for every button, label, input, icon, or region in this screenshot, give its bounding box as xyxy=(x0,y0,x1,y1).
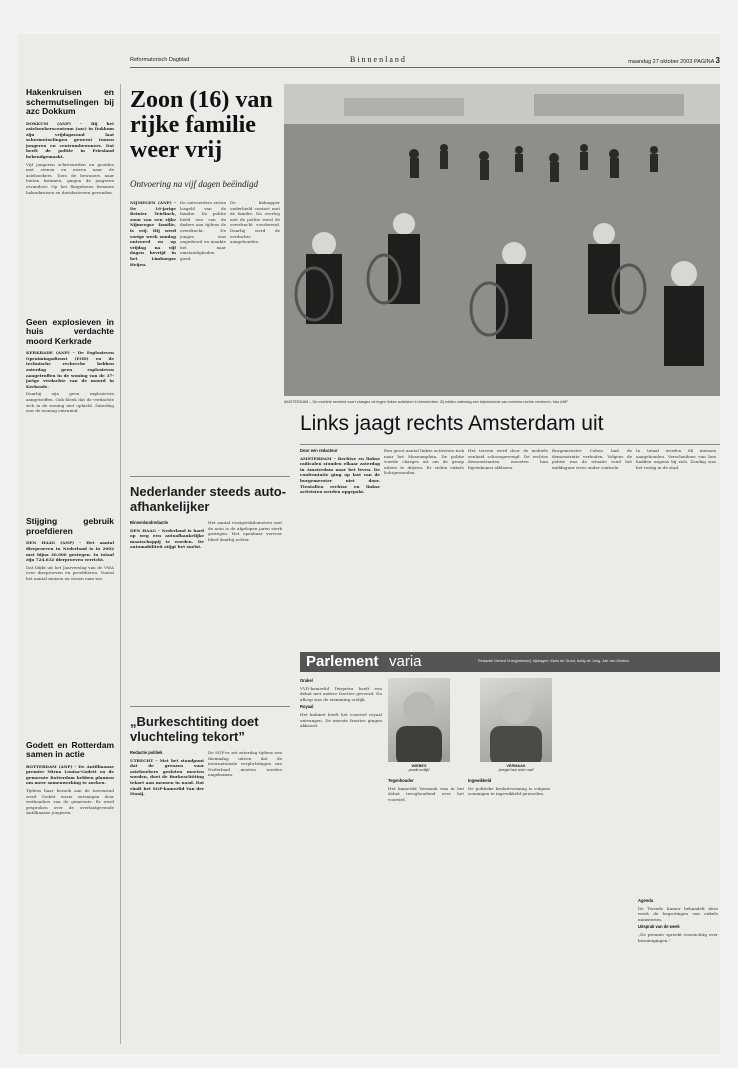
vermaak-name: VERMAAK xyxy=(506,764,526,768)
parlement-item-text: De politieke besluitvorming is volgens sommigen te ingewikkeld geworden. xyxy=(468,785,550,797)
links-col-4-text: Burgemeester Cohen had de demonstratie verboden. Volgens de politie was de situatie rond het middaguur weer onder controle. xyxy=(552,448,632,470)
burgerschap-col-1 xyxy=(130,750,204,1040)
links-col-3 xyxy=(468,448,548,644)
article-body: Daarbij zijn geen explosieven aangetroffen. Ook bleek dat de verdachte zich in de woning niet ophield. Zaterdag was de woning ontruimd. xyxy=(26,391,114,414)
person-icon xyxy=(480,678,552,762)
column-divider xyxy=(120,84,121,1044)
links-col-2-text: Een groot aantal linkse activisten trok naar het Museumplein. De politie voerde charges uit om de groep uiteen te drijven. Er vielen enkele lichtgewonden. xyxy=(384,448,464,476)
parlement-item-title: Ingewikkeld xyxy=(468,778,492,783)
parlement-col-4 xyxy=(556,678,632,1048)
parlement-item-text: Het kabinet heeft het voorstel royaal ontvangen. De meeste fracties gingen akkoord. xyxy=(300,711,382,729)
article-headline: Godett en Rotterdam samen in actie xyxy=(26,739,114,760)
burgerschap-col-2 xyxy=(208,750,282,1040)
vermaak-sub: „kregel hen over rust“ xyxy=(497,768,535,772)
parlement-item-title: Orakel xyxy=(300,678,313,683)
links-col-4 xyxy=(552,448,632,644)
parlement-col-2 xyxy=(388,778,464,1048)
riot-police-photo xyxy=(284,84,720,396)
photo-caption: AMSTERDAM – De mobiele eenheid voert charges uit tegen linkse activisten in Amsterdam. Zij wilden zaterdag een bijeenkomst van extreem-rechts verstoren. foto ANP xyxy=(284,400,568,404)
main-subhead: Ontvoering na vijf dagen beëindigd xyxy=(130,179,258,189)
links-col-5 xyxy=(636,448,716,644)
wiebes-sub: „wordt vrolijk“ xyxy=(407,768,431,772)
wiebes-portrait xyxy=(388,678,450,762)
parlementvaria-banner xyxy=(300,652,720,672)
person-icon xyxy=(388,678,450,762)
parlement-title-bold: Parlement xyxy=(306,653,379,670)
links-rule xyxy=(300,444,720,445)
wiebes-caption xyxy=(394,764,444,772)
main-col-3 xyxy=(230,200,280,470)
article-lede: KERKRADE (ANP) – De Explosieven Opruimingsdienst (EOD) en de technische recherche hebben zaterdag geen explosieven aangetroffen in de woning van de 37-jarige verdachte van de moord in Kerkrade. xyxy=(26,350,114,389)
parlement-col-3 xyxy=(468,778,550,1048)
article-headline: Stijging gebruik proefdieren xyxy=(26,516,114,536)
links-col-3-text: Het terrein werd door de mobiele eenheid schoongeveegd. De rechtse demonstranten moesten hun bijeenkomst afblazen. xyxy=(468,448,548,470)
page-label: PAGINA xyxy=(693,59,715,65)
nederlander-col-2 xyxy=(208,520,282,700)
links-byline: Door een redacteur xyxy=(300,448,338,453)
parlement-item-text: Het kamerlid Vermaak was in het debat terughoudend over het voorstel. xyxy=(388,785,464,802)
main-col-2-text: De ontvoerders eisten losgeld van de familie. De politie hield een van de daders aan tijdens de overdracht. De jongen was ongedeerd en maakte het naar omstandigheden goed. xyxy=(180,200,226,261)
main-col-1 xyxy=(130,200,176,470)
burgerschap-headline: „Burkeschtiting doet vluchteling tekort” xyxy=(130,714,259,744)
article-headline: Geen explosieven in huis verdachte moord Kerkrade xyxy=(26,316,114,346)
parlement-col-5 xyxy=(638,678,718,1048)
article-lede: DOKKUM (ANP) – Bij het asielzoekerscentrum (azc) in Dokkum zijn vrijdagavond laat schermutselingen geweest tussen jongeren en centrumbewoners. Dat heeft de politie in Friesland bekendgemaakt. xyxy=(26,120,114,160)
article-body: Dat blijkt uit het Jaarverslag van de VWA over dierproeven en proefdieren. Vooral het aantal muizen en vissen nam toe. xyxy=(26,564,114,581)
main-headline: Zoon (16) van rijke familie weer vrij xyxy=(130,87,273,163)
links-col-2 xyxy=(384,448,464,644)
article-headline: Hakenkruisen en schermutselingen bij azc Dokkum xyxy=(26,88,114,116)
burgerschap-col-1-text: UTRECHT – Met het standpunt dat de grenzen voor asielzoekers gesloten moeten worden, doet de Burkeschtiting tekort aan mensen in nood. Dat vindt het SGP-kamerlid Van der Staaij. xyxy=(130,757,204,797)
left-column xyxy=(26,88,114,1048)
page-header xyxy=(130,54,720,68)
section-rule xyxy=(130,476,290,477)
links-headline: Links jaagt rechts Amsterdam uit xyxy=(300,412,604,435)
wiebes-name: WIEBES xyxy=(411,764,427,768)
links-col-1 xyxy=(300,448,380,644)
burgerschap-kicker: Redactie politiek xyxy=(130,750,163,755)
nederlander-col-1 xyxy=(130,520,204,700)
parlement-title-light: varia xyxy=(389,653,422,670)
header-date xyxy=(628,56,720,65)
parlement-item-text: De Tweede Kamer behandelt deze week de begrotingen van enkele ministeries. xyxy=(638,905,718,922)
burgerschap-col-2-text: De SGP'er zet zaterdag tijdens een themadag uiteen dat de internationale verplichtingen van Nederland moeten worden nagekomen. xyxy=(208,750,282,778)
article-body: Vijf jongeren schreeuwden en gooiden met stenen en eieren naar de asielzoekers. Toen de bewoners naar buiten kwamen, gingen de jongeren ervandoor. Op het flatgebouw kwamen hakenkruisen en davidssterren gevonden. xyxy=(26,161,114,195)
links-col-1-text: AMSTERDAM – Rechtse en linkse radicalen stonden elkaar zaterdag in Amsterdam naar het leven. De confrontatie ging op last van de burgemeester niet door. Tientallen rechtse en linkse activisten werden opgepakt. xyxy=(300,455,380,495)
parlement-item-title: Uitsprak van de week xyxy=(638,924,680,930)
nederlander-col-1-text: DEN HAAG – Nederland is hard op weg een autoafhankelijke maatschappij te worden. De automobiliteit stijgt het snelst. xyxy=(130,527,204,550)
newspaper-page xyxy=(18,34,720,1054)
paper-name: Reformatorisch Dagblad xyxy=(130,57,190,63)
article-lede: DEN HAAG (ANP) – Het aantal dierproeven in Nederland is in 2002 met bijna 30.000 gestegen. In totaal zijn 724.632 dierproeven verricht. xyxy=(26,540,114,563)
nederlander-headline: Nederlander steeds auto-afhankelijker xyxy=(130,484,287,514)
vermaak-caption xyxy=(491,764,541,772)
parlement-staff: Redactie Gerard Vroegindeweij, bijdragen: Kees de Groot, Addy de Jong, Jan van Klinken xyxy=(478,659,629,663)
nederlander-kicker: Binnenlandredactie xyxy=(130,520,168,525)
photo-illustration xyxy=(284,84,720,396)
parlement-item-text: „De premier spreekt voorzichtig over bezuinigingen.” xyxy=(638,931,718,943)
section-rule xyxy=(130,706,290,707)
parlement-col-1 xyxy=(300,678,382,1048)
nederlander-col-2-text: Het aantal reizigerskilometers met de auto is de afgelopen jaren sterk gestegen. Het openbaar vervoer bleef daarbij achter. xyxy=(208,520,282,542)
main-col-1-text: NIJMEGEN (ANP) – De 16-jarige Reinier Teirlinck, zoon van een rijke Nijmeegse familie, is vrij. Hij werd vorige week zondag ontvoerd en op vrijdag na vijf dagen bevrijd in het Limburgse Heijen. xyxy=(130,200,176,267)
parlement-item-title: Royaal xyxy=(300,704,314,710)
article-body: Tijdens haar bezoek aan de havenstad werd Godett warm ontvangen door wethouders van de gemeente. Er werd gesproken over de overlastgevende Antilliaanse jongeren. xyxy=(26,788,114,816)
parlement-item-title: Agenda xyxy=(638,898,654,903)
links-col-5-text: In totaal werden 84 mensen aangehouden. Verscheidene van hen hadden wapens bij zich. Zondag was het rustig in de stad. xyxy=(636,448,716,470)
article-lede: ROTTERDAM (ANP) – De Antilliaanse premier Mirna Louisa-Godett en de gemeente Rotterdam hebben plannen om meer samenwerking te zoeken. xyxy=(26,763,114,786)
vermaak-portrait xyxy=(480,678,552,762)
parlement-item-title: Tegenhouder xyxy=(388,778,414,783)
page-number: 3 xyxy=(715,56,720,65)
parlement-item-text: VVD-kamerlid Teirpetra heeft een debat met andere fracties gevoerd. Na afloop was de stemming vrolijk. xyxy=(300,685,382,702)
main-col-3-text: De kidnapper onderhield contact met de familie. Na overleg met de politie werd de overdracht voorbereid. Daarbij werd de verdachte aangehouden. xyxy=(230,200,280,245)
date-text: maandag 27 oktober 2003 xyxy=(628,59,693,65)
section-name: Binnenland xyxy=(350,55,407,64)
main-col-2 xyxy=(180,200,226,470)
